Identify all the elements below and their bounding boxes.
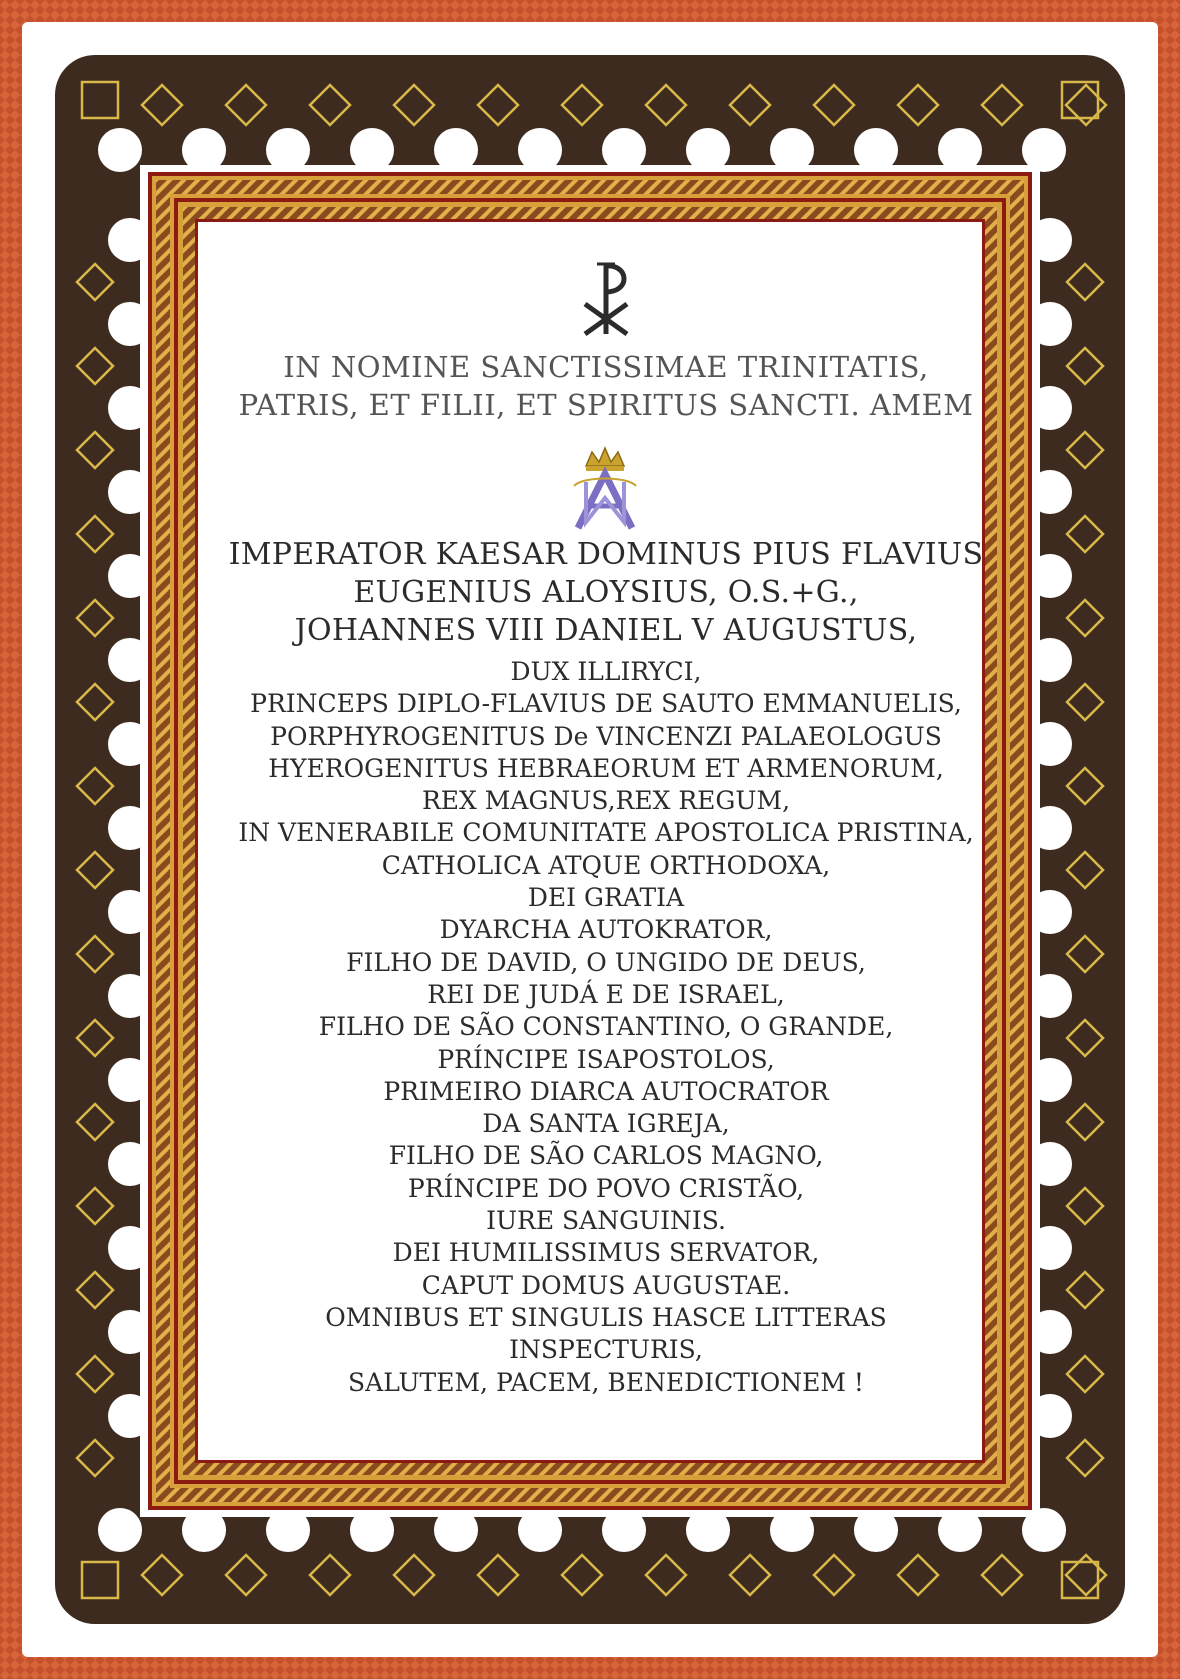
title-line: OMNIBUS ET SINGULIS HASCE LITTERAS <box>325 1302 887 1332</box>
title-line: PRIMEIRO DIARCA AUTOCRATOR <box>383 1076 829 1106</box>
title-line: DEI GRATIA <box>527 883 685 913</box>
title-line: PRÍNCIPE ISAPOSTOLOS, <box>437 1044 775 1074</box>
title-line: CAPUT DOMUS AUGUSTAE. <box>421 1270 791 1300</box>
titles-block <box>205 536 1007 1399</box>
crowned-marian-monogram-icon <box>568 446 642 532</box>
title-line: FILHO DE SÃO CARLOS MAGNO, <box>388 1141 824 1171</box>
title-line: HYEROGENITUS HEBRAEORUM ET ARMENORUM, <box>268 753 944 783</box>
title-line: SALUTEM, PACEM, BENEDICTIONEM ! <box>348 1367 864 1397</box>
title-line: FILHO DE SÃO CONSTANTINO, O GRANDE, <box>318 1012 894 1042</box>
title-line: PORPHYROGENITUS De VINCENZI PALAEOLOGUS <box>270 721 942 751</box>
title-line: CATHOLICA ATQUE ORTHODOXA, <box>381 850 831 880</box>
name-line: EUGENIUS ALOYSIUS, O.S.+G., <box>353 575 859 610</box>
title-line: PRINCEPS DIPLO-FLAVIUS DE SAUTO EMMANUELIS, <box>250 689 962 719</box>
title-line: DEI HUMILISSIMUS SERVATOR, <box>392 1238 820 1268</box>
invocation-line: PATRIS, ET FILII, ET SPIRITUS SANCTI. AMEM <box>238 388 974 422</box>
invocation-line: IN NOMINE SANCTISSIMAE TRINITATIS, <box>283 350 929 384</box>
title-line: DUX ILLIRYCI, <box>510 657 702 686</box>
title-line: REX MAGNUS,REX REGUM, <box>421 786 791 816</box>
title-line: DA SANTA IGREJA, <box>482 1109 730 1139</box>
title-line: PRÍNCIPE DO POVO CRISTÃO, <box>407 1173 805 1203</box>
title-line: INSPECTURIS, <box>509 1335 703 1365</box>
title-line: DYARCHA AUTOKRATOR, <box>439 915 773 945</box>
name-line: IMPERATOR KAESAR DOMINUS PIUS FLAVIUS <box>228 537 984 572</box>
title-line: REI DE JUDÁ E DE ISRAEL, <box>427 979 785 1009</box>
title-line: FILHO DE DAVID, O UNGIDO DE DEUS, <box>346 947 866 977</box>
title-line: IURE SANGUINIS. <box>486 1206 726 1236</box>
invocation-text <box>205 348 1007 424</box>
text-panel <box>205 238 1007 1444</box>
name-line: JOHANNES VIII DANIEL V AUGUSTUS, <box>294 613 918 648</box>
chi-rho-icon <box>571 258 641 340</box>
title-line: IN VENERABILE COMUNITATE APOSTOLICA PRISTINA, <box>238 818 974 848</box>
